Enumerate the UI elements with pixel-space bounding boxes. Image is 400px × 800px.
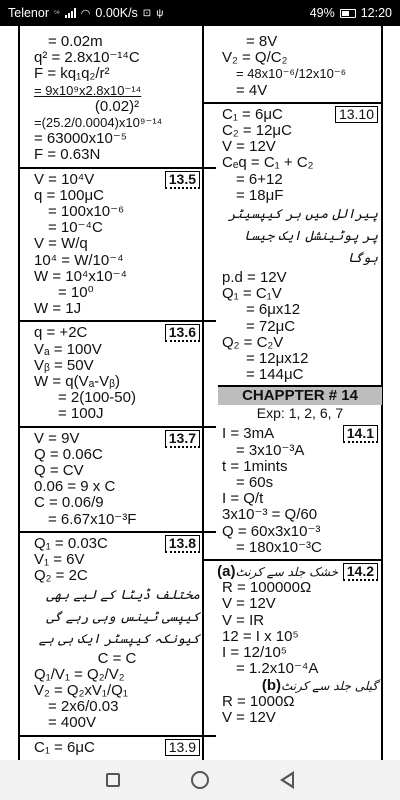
home-button[interactable]: [191, 771, 209, 789]
text-line: V = IR: [222, 611, 265, 629]
problem-tag: 13.10: [335, 106, 378, 123]
text-line: = 1.2x10⁻⁴A: [236, 660, 319, 678]
problem-tag: 13.5: [165, 171, 200, 189]
text-line: I = 3mA 14.1: [222, 426, 378, 442]
text-line: Vₐ = 100V: [34, 340, 102, 358]
text-line: Q = 60x3x10⁻³: [222, 522, 321, 540]
text-line: = 6.67x10⁻³F: [48, 510, 137, 528]
text-line: = 6+12: [236, 170, 283, 188]
text-line: Cₑq = C₁ + C₂: [222, 154, 314, 172]
text-line: W = q(Vₐ-Vᵦ): [34, 373, 120, 391]
text-line: V = 9V 13.7: [34, 431, 200, 447]
exercise-list: Exp: 1, 2, 6, 7: [256, 405, 344, 422]
divider: [18, 167, 216, 169]
text-line: Q = 0.06C: [34, 445, 103, 463]
left-column: [34, 34, 200, 756]
column-divider: [202, 26, 204, 760]
divider: [18, 531, 216, 533]
text-line: C₁ = 6μC 13.10: [222, 107, 378, 123]
text-line: Q = CV: [34, 462, 84, 480]
text-line: V₂ = Q₂xV₁/Q₁: [34, 681, 128, 699]
text-line: p.d = 12V: [222, 269, 287, 287]
divider: [18, 735, 216, 737]
notification-icon: ⊡: [142, 7, 152, 19]
divider: [202, 102, 382, 104]
text-line: I = Q/t: [222, 490, 264, 508]
text-line: 3x10⁻³ = Q/60: [222, 506, 318, 524]
text-line: 0.06 = 9 x C: [34, 478, 116, 496]
text-line: = 2x6/0.03: [48, 698, 119, 716]
urdu-note: پیرالل میں ہر کیپسیٹر پر پوٹینشل ایک جیسا ہوگا: [228, 207, 378, 267]
text-line: = 6μx12: [246, 301, 301, 319]
text-line: = 9x10⁹x2.8x10⁻¹⁴: [34, 82, 142, 98]
text-line: Q₂ = 2C: [34, 567, 88, 585]
text-line: = 2(100-50): [58, 389, 136, 407]
recents-button[interactable]: [106, 773, 120, 787]
urdu-label: گیلی جلد سے کرنٹ: [281, 678, 378, 693]
text-line: Q₁/V₁ = Q₂/V₂: [34, 665, 125, 683]
text-line: W = 1J: [34, 300, 82, 318]
text-line: C₁ = 6μC 13.9: [34, 740, 200, 756]
text-line: V = 12V: [222, 708, 276, 726]
text-line: = 180x10⁻³C: [236, 538, 322, 556]
text-line: Vᵦ = 50V: [34, 356, 94, 374]
text-line: q = 100μC: [34, 186, 104, 204]
wifi-icon: ◠: [80, 7, 91, 20]
network-speed: 0.00K/s: [95, 6, 138, 20]
text-line: = 63000x10⁻⁵: [34, 130, 127, 148]
text-line: Q₁ = C₁V: [222, 285, 282, 303]
text-line: = 4V: [236, 81, 268, 99]
signal-icon: [65, 8, 76, 18]
urdu-label: خشک جلد سے کرنٹ: [235, 565, 338, 580]
problem-tag: 14.2: [343, 563, 378, 581]
back-button[interactable]: [280, 771, 294, 789]
chapter-heading: CHAPPTER # 14: [218, 385, 382, 405]
text-line: گیلی جلد سے کرنٹ(b): [261, 676, 378, 694]
text-line: Q₁ = 0.03C 13.8: [34, 536, 200, 552]
navigation-bar: [0, 760, 400, 800]
text-line: R = 1000Ω: [222, 692, 295, 710]
text-line: = 48x10⁻⁶/12x10⁻⁶: [236, 66, 347, 82]
problem-tag: 13.7: [165, 430, 200, 448]
text-line: t = 1mints: [222, 457, 288, 475]
text-line: 10⁴ = W/10⁻⁴: [34, 251, 124, 269]
text-line: (0.02)²: [94, 97, 140, 115]
divider: [18, 426, 216, 428]
text-line: = 18μF: [236, 186, 284, 204]
problem-tag: 13.9: [165, 739, 200, 756]
text-line: = 0.02m: [48, 33, 103, 50]
text-line: V = W/q: [34, 235, 88, 253]
text-line: R = 100000Ω: [222, 579, 312, 597]
text-line: = 100x10⁻⁶: [48, 203, 125, 221]
text-line: Q₂ = C₂V: [222, 333, 284, 351]
text-line: خشک جلد سے کرنٹ(a) 14.2: [222, 564, 378, 580]
text-line: V₁ = 6V: [34, 551, 85, 569]
problem-tag: 14.1: [343, 425, 378, 443]
text-line: = 10⁰: [58, 284, 94, 302]
text-line: = 100J: [58, 405, 104, 423]
clock: 12:20: [360, 6, 392, 20]
text-line: W = 10⁴x10⁻⁴: [34, 267, 127, 285]
text-line: 12 = I x 10⁵: [222, 627, 299, 645]
text-line: = 144μC: [246, 366, 304, 384]
text-line: = 3x10⁻³A: [236, 441, 305, 459]
problem-tag: 13.8: [165, 535, 200, 553]
text-line: V₂ = Q/C₂: [222, 49, 288, 67]
page-border-left: [18, 26, 20, 760]
text-line: C₂ = 12μC: [222, 122, 292, 140]
text-line: C = C: [97, 649, 137, 667]
text-line: q² = 2.8x10⁻¹⁴C: [34, 49, 140, 67]
status-bar: [0, 0, 400, 26]
text-line: =(25.2/0.0004)x10⁹⁻¹⁴: [34, 115, 163, 131]
text-line: = 400V: [48, 714, 96, 732]
battery-icon: [340, 9, 356, 18]
urdu-note: مختلف ڈیٹا کے لیے بھی کیپسی ٹینس وہی رہے گی کیونکہ کیپسٹر ایک ہی ہے: [38, 587, 200, 647]
text-line: F = 0.63N: [34, 146, 101, 164]
carrier-label: Telenor: [8, 6, 49, 20]
problem-tag: 13.6: [165, 324, 200, 342]
text-line: F = kq₁q₂/r²: [34, 65, 110, 83]
text-line: V = 10⁴V 13.5: [34, 172, 200, 188]
text-line: = 10⁻⁴C: [48, 219, 103, 237]
network-type: ⁵⁶: [54, 9, 60, 17]
divider: [202, 559, 382, 561]
text-line: q = +2C 13.6: [34, 325, 200, 341]
text-line: = 12μx12: [246, 350, 309, 368]
text-line: = 72μC: [246, 317, 296, 335]
battery-percent: 49%: [309, 6, 335, 20]
text-line: = 8V: [246, 33, 278, 50]
notes-page[interactable]: [0, 26, 400, 760]
divider: [18, 320, 216, 322]
text-line: C = 0.06/9: [34, 494, 104, 512]
text-line: V = 12V: [222, 595, 276, 613]
usb-icon: ψ: [156, 7, 164, 19]
text-line: I = 12/10⁵: [222, 644, 288, 662]
text-line: V = 12V: [222, 138, 276, 156]
right-column: [217, 33, 378, 726]
text-line: = 60s: [236, 474, 274, 492]
